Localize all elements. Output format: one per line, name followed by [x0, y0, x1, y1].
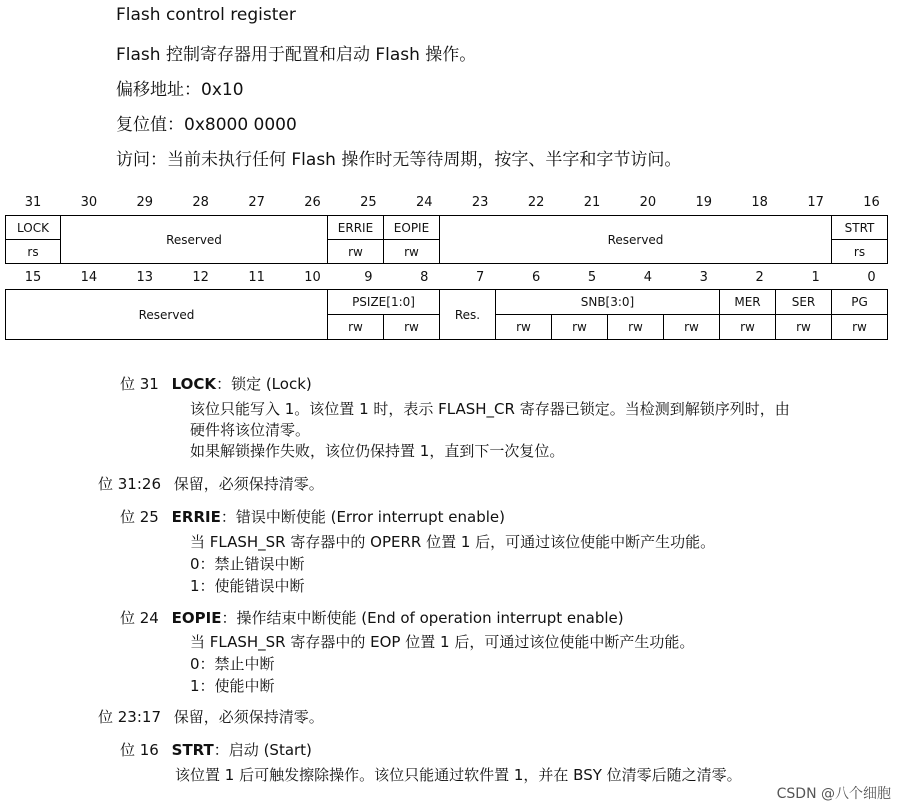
field-psize-access-9: rw — [327, 314, 384, 340]
bit-number: 21 — [583, 195, 601, 210]
field-snb-access-5: rw — [551, 314, 608, 340]
watermark: CSDN @八个细胞 — [776, 786, 891, 802]
bit-field-name: ERRIE — [171, 508, 221, 526]
bit-field-name: EOPIE — [171, 609, 222, 627]
field-reserved-upper-left: Reserved — [60, 215, 328, 264]
bit-number: 31 — [24, 195, 42, 210]
bit24-line: 0：禁止中断 — [190, 655, 275, 673]
field-res: Res. — [439, 289, 496, 340]
bit-field-title: ：操作结束中断使能 (End of operation interrupt enable) — [221, 609, 624, 627]
bit25-line: 1：使能错误中断 — [190, 577, 305, 595]
bit25-heading — [120, 506, 505, 527]
bit24-line: 当 FLASH_SR 寄存器中的 EOP 位置 1 后，可通过该位使能中断产生功能。 — [190, 633, 695, 651]
field-psize: PSIZE[1:0] — [327, 289, 440, 315]
field-strt-access: rs — [831, 239, 888, 264]
bit-number: 17 — [807, 195, 824, 210]
bit-number: 24 — [416, 195, 433, 210]
bit-number: 20 — [639, 195, 657, 210]
field-mer: MER — [719, 289, 776, 315]
field-snb-access-6: rw — [495, 314, 552, 340]
bit-number: 0 — [867, 270, 876, 285]
bit-position: 位 23:17 — [98, 708, 161, 726]
bit31-line: 该位只能写入 1。该位置 1 时，表示 FLASH_CR 寄存器已锁定。当检测到解锁序列时，由 — [190, 400, 790, 418]
field-lock: LOCK — [5, 215, 61, 240]
bit-number: 1 — [811, 270, 820, 285]
bit24-heading — [120, 607, 624, 628]
bit31-line: 硬件将该位清零。 — [190, 421, 311, 439]
bit-number: 11 — [248, 270, 265, 285]
bit16-heading — [120, 739, 312, 760]
field-ser-access: rw — [775, 314, 832, 340]
bit23-17-heading — [98, 706, 324, 727]
bit-number: 26 — [304, 195, 321, 210]
bit-number: 4 — [643, 270, 653, 285]
bit-number: 8 — [420, 270, 429, 285]
field-reserved-upper-right: Reserved — [439, 215, 832, 264]
bit-position: 位 25 — [120, 508, 159, 526]
bit-field-title: ：锁定 (Lock) — [216, 375, 312, 393]
bit-field-name: STRT — [171, 741, 214, 759]
bit-number: 22 — [527, 195, 545, 210]
bit-number: 23 — [471, 195, 489, 210]
bit-number: 19 — [695, 195, 713, 210]
bit-number: 29 — [136, 195, 154, 210]
bit-number: 28 — [192, 195, 209, 210]
bit-number: 30 — [80, 195, 98, 210]
field-pg-access: rw — [831, 314, 888, 340]
bit-number: 27 — [248, 195, 265, 210]
bit-number: 16 — [863, 195, 880, 210]
bit-number: 25 — [360, 195, 377, 210]
bit31-26-heading — [98, 473, 324, 494]
bit-number: 12 — [192, 270, 209, 285]
bit31-heading — [120, 373, 312, 394]
bit24-line: 1：使能中断 — [190, 677, 275, 695]
bit25-line: 0：禁止错误中断 — [190, 555, 305, 573]
bit-number: 5 — [587, 270, 597, 285]
field-strt: STRT — [831, 215, 888, 240]
bit-number: 15 — [24, 270, 42, 285]
bit-number: 18 — [751, 195, 768, 210]
field-errie-access: rw — [327, 239, 384, 264]
bit-position: 位 16 — [120, 741, 159, 759]
bit-position: 位 24 — [120, 609, 159, 627]
offset-address: 偏移地址：0x10 — [116, 80, 244, 100]
field-errie: ERRIE — [327, 215, 384, 240]
bit-field-title: ：启动 (Start) — [213, 741, 312, 759]
field-reserved-lower: Reserved — [5, 289, 328, 340]
field-pg: PG — [831, 289, 888, 315]
bit-field-name: LOCK — [171, 375, 217, 393]
bit-number: 3 — [699, 270, 708, 285]
field-eopie-access: rw — [383, 239, 440, 264]
bit-number: 14 — [80, 270, 98, 285]
field-lock-access: rs — [5, 239, 61, 264]
register-description: Flash 控制寄存器用于配置和启动 Flash 操作。 — [116, 45, 477, 65]
bit16-line: 该位置 1 后可触发擦除操作。该位只能通过软件置 1，并在 BSY 位清零后随之清零。 — [175, 766, 742, 784]
bit-text: 保留，必须保持清零。 — [173, 708, 324, 726]
access-info: 访问：当前未执行任何 Flash 操作时无等待周期，按字、半字和字节访问。 — [116, 150, 682, 170]
bit-number: 6 — [531, 270, 541, 285]
bit-text: 保留，必须保持清零。 — [173, 475, 324, 493]
register-title: Flash control register — [116, 5, 296, 25]
field-mer-access: rw — [719, 314, 776, 340]
bit31-line: 如果解锁操作失败，该位仍保持置 1，直到下一次复位。 — [190, 442, 565, 460]
bit-number: 10 — [304, 270, 321, 285]
field-snb: SNB[3:0] — [495, 289, 720, 315]
reset-value: 复位值：0x8000 0000 — [116, 115, 297, 135]
bit-number: 13 — [136, 270, 154, 285]
bit-position: 位 31 — [120, 375, 159, 393]
bit-number: 7 — [476, 270, 485, 285]
field-ser: SER — [775, 289, 832, 315]
field-psize-access-8: rw — [383, 314, 440, 340]
bit-number: 2 — [755, 270, 764, 285]
bit-position: 位 31:26 — [98, 475, 161, 493]
field-snb-access-3: rw — [663, 314, 720, 340]
bit-number: 9 — [364, 270, 373, 285]
bit25-line: 当 FLASH_SR 寄存器中的 OPERR 位置 1 后，可通过该位使能中断产生功能。 — [190, 533, 716, 551]
field-eopie: EOPIE — [383, 215, 440, 240]
field-snb-access-4: rw — [607, 314, 664, 340]
bit-field-title: ：错误中断使能 (Error interrupt enable) — [220, 508, 506, 526]
